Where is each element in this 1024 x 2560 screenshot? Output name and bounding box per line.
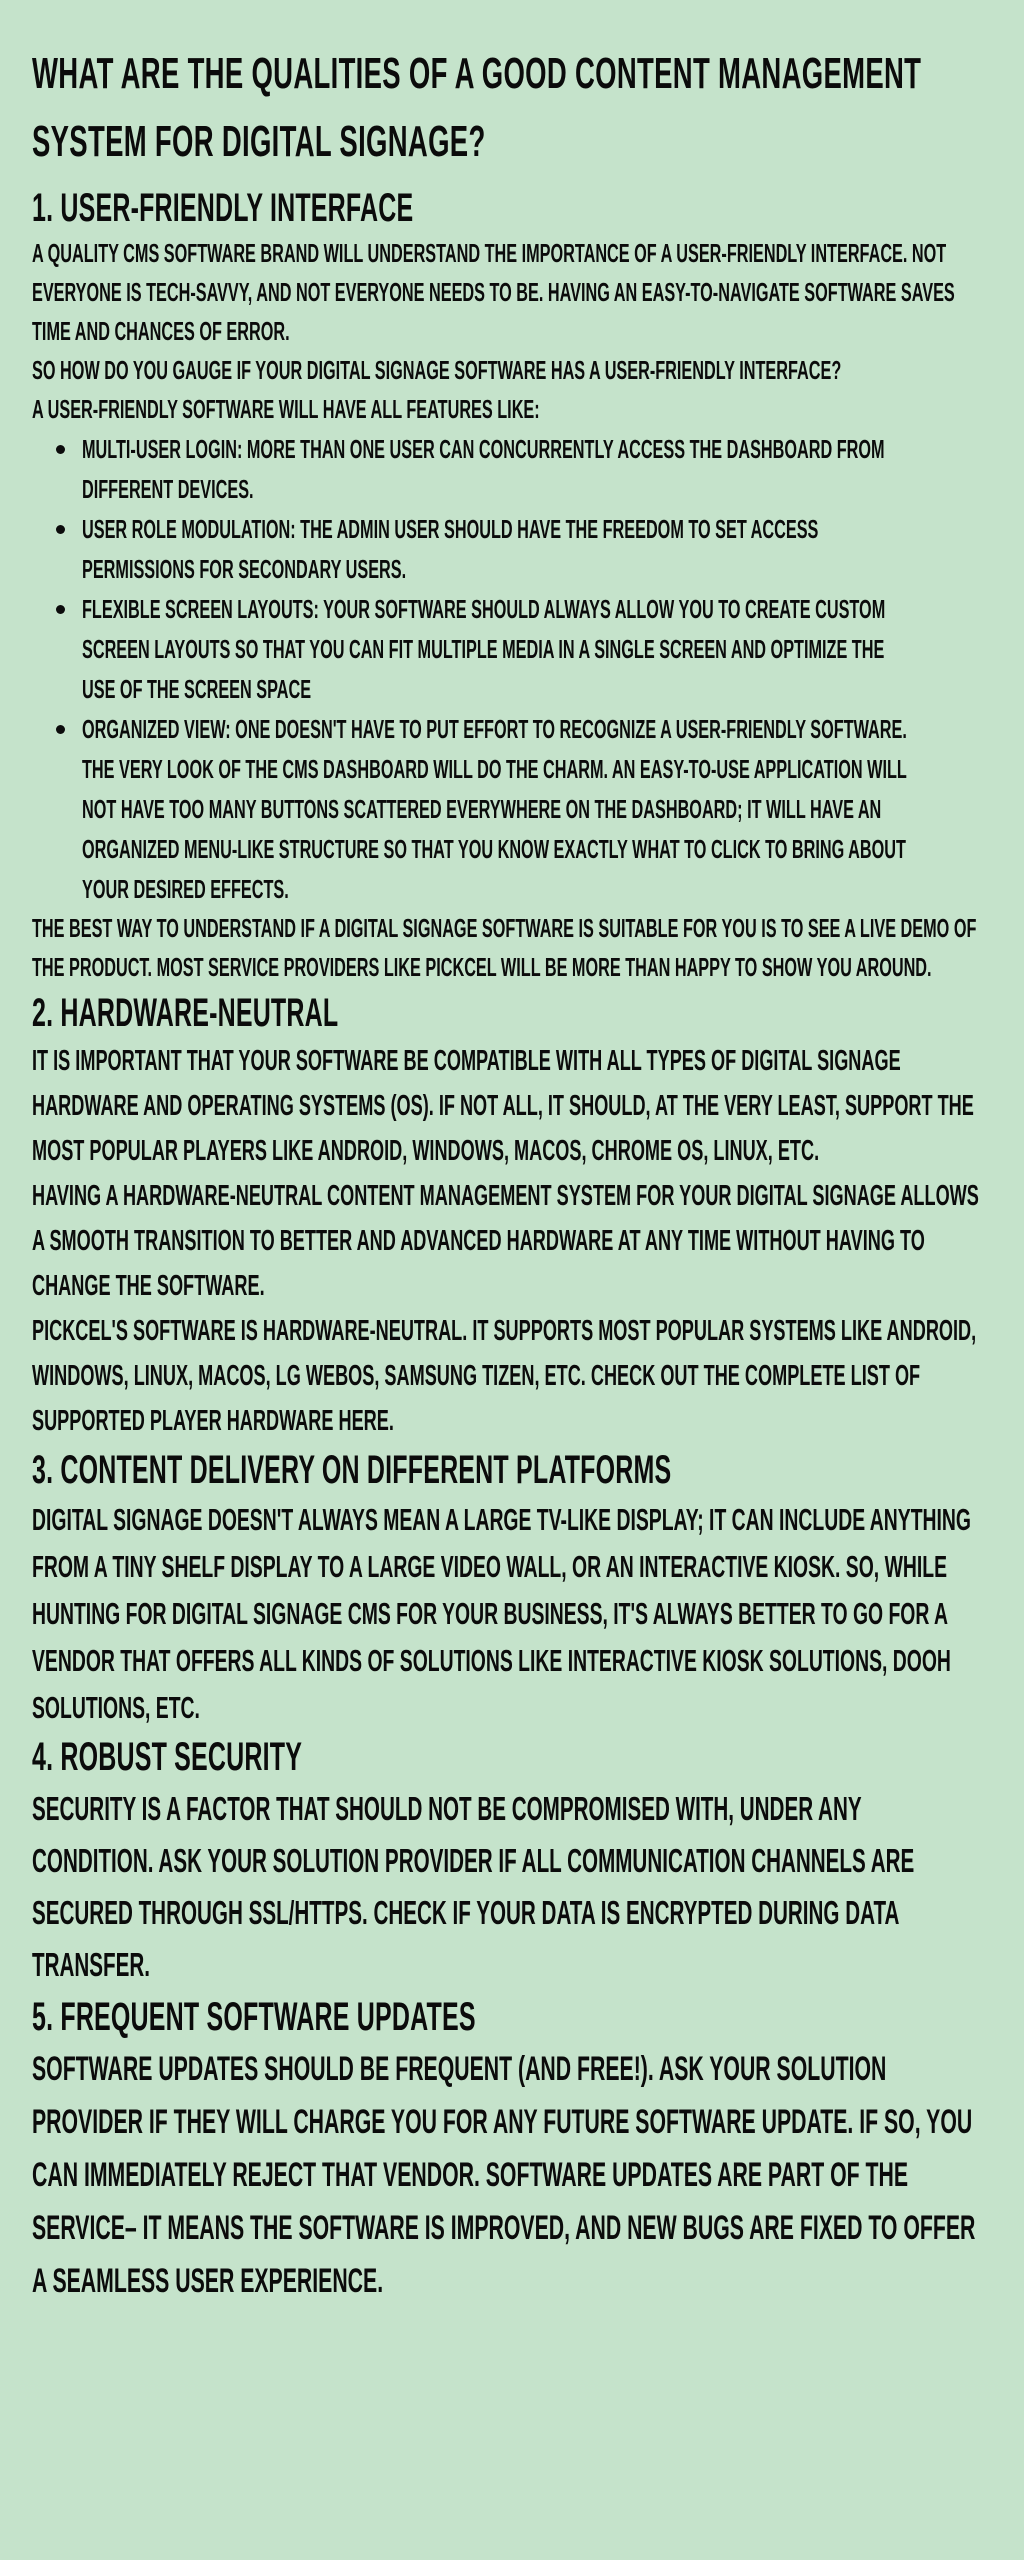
page-title: [32, 40, 984, 176]
paragraph: IT IS IMPORTANT THAT YOUR SOFTWARE BE COMPATIBLE WITH ALL TYPES OF DIGITAL SIGNAGE HARDWARE AND OPERATING SYSTEMS (OS). IF NOT ALL, IT SHOULD, AT THE VERY LEAST, SUPPORT THE MOST POPULAR PLAYERS LIKE ANDROID, WINDOWS, MACOS, CHROME OS, LINUX, ETC.: [32, 1045, 974, 1167]
paragraph: DIGITAL SIGNAGE DOESN'T ALWAYS MEAN A LARGE TV-LIKE DISPLAY; IT CAN INCLUDE ANYTHING FROM A TINY SHELF DISPLAY TO A LARGE VIDEO WALL, OR AN INTERACTIVE KIOSK. SO, WHILE HUNTING FOR DIGITAL SIGNAGE CMS FOR YOUR BUSINESS, IT'S ALWAYS BETTER TO GO FOR A VENDOR THAT OFFERS ALL KINDS OF SOLUTIONS LIKE INTERACTIVE KIOSK SOLUTIONS, DOOH SOLUTIONS, ETC.: [32, 1502, 971, 1725]
paragraph: A USER-FRIENDLY SOFTWARE WILL HAVE ALL FEATURES LIKE:: [32, 394, 540, 424]
section-hardware-neutral: [32, 987, 984, 1444]
section-content-delivery: [32, 1444, 984, 1731]
list-item: FLEXIBLE SCREEN LAYOUTS: YOUR SOFTWARE SHOULD ALWAYS ALLOW YOU TO CREATE CUSTOM SCREEN LAYOUTS SO THAT YOU CAN FIT MULTIPLE MEDIA IN A SINGLE SCREEN AND OPTIMIZE THE USE OF THE SCREEN SPACE: [82, 589, 984, 709]
paragraph: SOFTWARE UPDATES SHOULD BE FREQUENT (AND FREE!). ASK YOUR SOLUTION PROVIDER IF THEY WILL CHARGE YOU FOR ANY FUTURE SOFTWARE UPDATE. IF SO, YOU CAN IMMEDIATELY REJECT THAT VENDOR. SOFTWARE UPDATES ARE PART OF THE SERVICE– IT MEANS THE SOFTWARE IS IMPROVED, AND NEW BUGS ARE FIXED TO OFFER A SEAMLESS USER EXPERIENCE.: [32, 2050, 976, 2300]
section-software-updates: [32, 1991, 984, 2308]
section-heading: 5. FREQUENT SOFTWARE UPDATES: [32, 1995, 476, 2039]
list-item: USER ROLE MODULATION: THE ADMIN USER SHOULD HAVE THE FREEDOM TO SET ACCESS PERMISSIONS FOR SECONDARY USERS.: [82, 509, 984, 589]
section-heading: 4. ROBUST SECURITY: [32, 1735, 303, 1779]
section-user-friendly-interface: [32, 182, 984, 987]
paragraph: SECURITY IS A FACTOR THAT SHOULD NOT BE COMPROMISED WITH, UNDER ANY CONDITION. ASK YOUR SOLUTION PROVIDER IF ALL COMMUNICATION CHANNELS ARE SECURED THROUGH SSL/HTTPS. CHECK IF YOUR DATA IS ENCRYPTED DURING DATA TRANSFER.: [32, 1790, 915, 1983]
section-heading: 2. HARDWARE-NEUTRAL: [32, 991, 339, 1035]
paragraph: SO HOW DO YOU GAUGE IF YOUR DIGITAL SIGNAGE SOFTWARE HAS A USER-FRIENDLY INTERFACE?: [32, 355, 842, 385]
paragraph: A QUALITY CMS SOFTWARE BRAND WILL UNDERSTAND THE IMPORTANCE OF A USER-FRIENDLY INTERFACE. NOT EVERYONE IS TECH-SAVVY, AND NOT EVERYONE NEEDS TO BE. HAVING AN EASY-TO-NAVIGATE SOFTWARE SAVES TIME AND CHANCES OF ERROR.: [32, 238, 955, 346]
section-heading: 3. CONTENT DELIVERY ON DIFFERENT PLATFORMS: [32, 1448, 672, 1492]
section-robust-security: [32, 1731, 984, 1991]
page-title-text: WHAT ARE THE QUALITIES OF A GOOD CONTENT MANAGEMENT SYSTEM FOR DIGITAL SIGNAGE?: [32, 49, 922, 166]
list-item: MULTI-USER LOGIN: MORE THAN ONE USER CAN CONCURRENTLY ACCESS THE DASHBOARD FROM DIFFERENT DEVICES.: [82, 429, 984, 509]
paragraph: HAVING A HARDWARE-NEUTRAL CONTENT MANAGEMENT SYSTEM FOR YOUR DIGITAL SIGNAGE ALLOWS A SMOOTH TRANSITION TO BETTER AND ADVANCED HARDWARE AT ANY TIME WITHOUT HAVING TO CHANGE THE SOFTWARE.: [32, 1180, 979, 1302]
feature-list: [32, 429, 984, 909]
paragraph: PICKCEL'S SOFTWARE IS HARDWARE-NEUTRAL. IT SUPPORTS MOST POPULAR SYSTEMS LIKE ANDROID, WINDOWS, LINUX, MACOS, LG WEBOS, SAMSUNG TIZEN, ETC. CHECK OUT THE COMPLETE LIST OF SUPPORTED PLAYER HARDWARE HERE.: [32, 1315, 977, 1437]
paragraph: THE BEST WAY TO UNDERSTAND IF A DIGITAL SIGNAGE SOFTWARE IS SUITABLE FOR YOU IS TO SEE A LIVE DEMO OF THE PRODUCT. MOST SERVICE PROVIDERS LIKE PICKCEL WILL BE MORE THAN HAPPY TO SHOW YOU AROUND.: [32, 913, 977, 982]
list-item: ORGANIZED VIEW: ONE DOESN'T HAVE TO PUT EFFORT TO RECOGNIZE A USER-FRIENDLY SOFTWARE. THE VERY LOOK OF THE CMS DASHBOARD WILL DO THE CHARM. AN EASY-TO-USE APPLICATION WILL NOT HAVE TOO MANY BUTTONS SCATTERED EVERYWHERE ON THE DASHBOARD; IT WILL HAVE AN ORGANIZED MENU-LIKE STRUCTURE SO THAT YOU KNOW EXACTLY WHAT TO CLICK TO BRING ABOUT YOUR DESIRED EFFECTS.: [82, 709, 984, 909]
section-heading: 1. USER-FRIENDLY INTERFACE: [32, 186, 414, 230]
